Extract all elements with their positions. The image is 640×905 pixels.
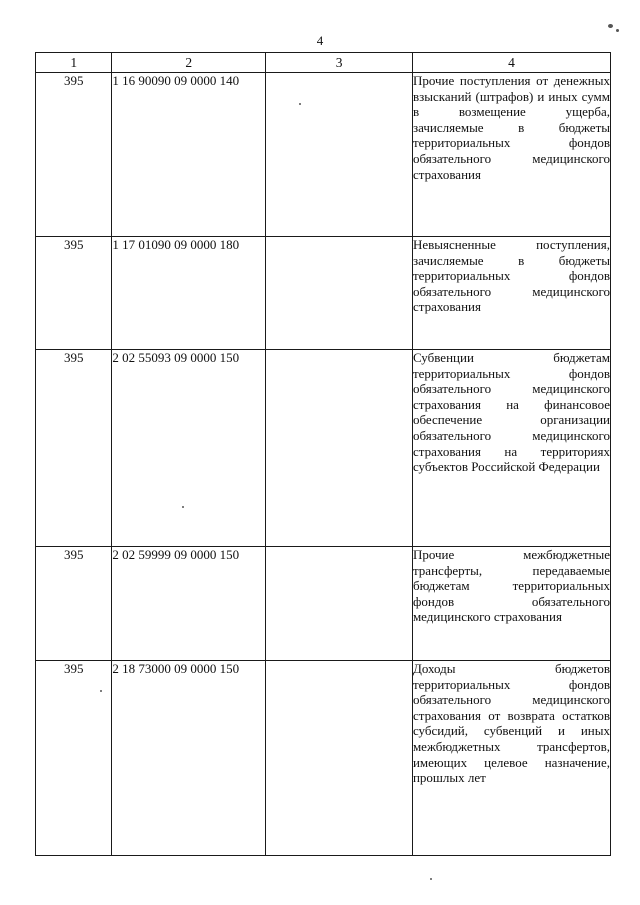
table-row	[36, 661, 611, 856]
empty-cell	[266, 350, 413, 547]
empty-cell	[266, 237, 413, 350]
description-cell: Доходы бюджетов территориальных фондов обязательного медицинского страхования от возврата остатков субсидий, субвенций и иных межбюджетных трансфертов, имеющих целевое назначение, прошлых лет	[412, 661, 610, 856]
scan-speck	[608, 24, 613, 28]
admin-code-cell: 395	[36, 350, 112, 547]
description-cell: Субвенции бюджетам территориальных фондов обязательного медицинского страхования на финансовое обеспечение организации обязательного медицинского страхования на территориях субъектов Российской Федерации	[412, 350, 610, 547]
table-row	[36, 350, 611, 547]
budget-code-cell: 2 02 55093 09 0000 150	[112, 350, 266, 547]
column-header-3: 3	[266, 53, 413, 73]
admin-code-cell: 395	[36, 661, 112, 856]
budget-code-cell: 1 16 90090 09 0000 140	[112, 73, 266, 237]
column-header-2: 2	[112, 53, 266, 73]
page-number: 4	[316, 33, 324, 48]
column-header-1: 1	[36, 53, 112, 73]
description-cell: Невыясненные поступления, зачисляемые в бюджеты территориальных фондов обязательного медицинского страхования	[412, 237, 610, 350]
column-header-4: 4	[412, 53, 610, 73]
empty-cell	[266, 73, 413, 237]
scan-speck	[182, 506, 184, 508]
scan-speck	[430, 878, 432, 880]
admin-code-cell: 395	[36, 547, 112, 661]
budget-code-cell: 2 18 73000 09 0000 150	[112, 661, 266, 856]
admin-code-cell: 395	[36, 73, 112, 237]
scan-speck	[100, 690, 102, 692]
empty-cell	[266, 661, 413, 856]
admin-code-cell: 395	[36, 237, 112, 350]
budget-codes-table	[35, 52, 611, 856]
table-row	[36, 237, 611, 350]
budget-code-cell: 2 02 59999 09 0000 150	[112, 547, 266, 661]
scan-speck	[299, 103, 301, 105]
header-row	[36, 53, 611, 73]
scan-speck	[616, 29, 619, 32]
budget-code-cell: 1 17 01090 09 0000 180	[112, 237, 266, 350]
table-row	[36, 547, 611, 661]
description-cell: Прочие межбюджетные трансферты, передаваемые бюджетам территориальных фондов обязательного медицинского страхования	[412, 547, 610, 661]
empty-cell	[266, 547, 413, 661]
description-cell: Прочие поступления от денежных взысканий (штрафов) и иных сумм в возмещение ущерба, зачисляемые в бюджеты территориальных фондов обязательного медицинского страхования	[412, 73, 610, 237]
table-row	[36, 73, 611, 237]
